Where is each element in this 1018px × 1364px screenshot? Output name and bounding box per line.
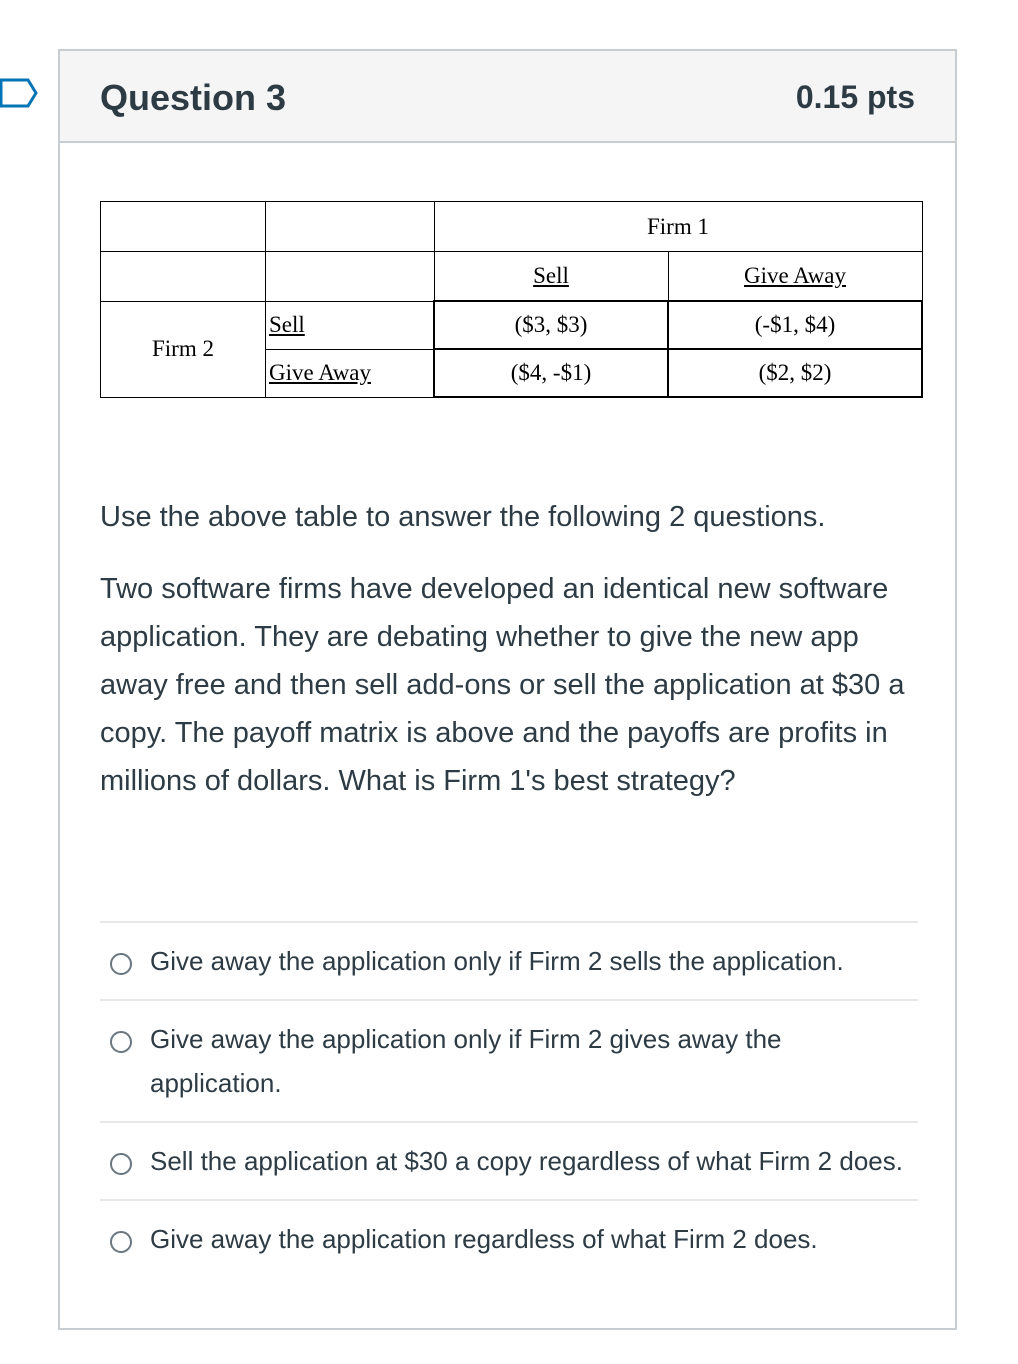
question-text: Two software firms have developed an identical new software application. They are debating whether to give the new app away free and then sell add-ons or sell the application at $30 a copy. The payoff matrix is above and the payoffs are profits in millions of dollars. What is Firm 1's best strategy? xyxy=(100,573,905,797)
payoff-cell: ($2, $2) xyxy=(668,349,922,397)
question-title: Question 3 xyxy=(100,77,287,118)
table-row xyxy=(101,252,923,302)
intro-text: Use the above table to answer the following 2 questions. xyxy=(100,501,826,533)
payoff-cell: (-$1, $4) xyxy=(668,301,922,349)
answer-option[interactable] xyxy=(100,1001,918,1123)
answer-label[interactable]: Sell the application at $30 a copy regardless of what Firm 2 does. xyxy=(150,1146,903,1176)
table-cell-empty xyxy=(266,202,435,252)
answer-label[interactable]: Give away the application only if Firm 2 sells the application. xyxy=(150,946,844,976)
answer-label[interactable]: Give away the application only if Firm 2 gives away the application. xyxy=(150,1024,782,1098)
table-cell-empty xyxy=(101,252,266,302)
column-strategy-sell: Sell xyxy=(533,263,569,288)
row-strategy-sell: Sell xyxy=(269,312,305,337)
row-strategy-cell xyxy=(266,349,435,397)
table-cell-empty xyxy=(101,202,266,252)
column-strategy-give-away: Give Away xyxy=(743,263,846,288)
question-header xyxy=(60,51,955,143)
answer-list xyxy=(100,921,918,1277)
radio-button[interactable] xyxy=(110,1231,132,1253)
column-player-label: Firm 1 xyxy=(434,202,922,252)
row-strategy-give-away: Give Away xyxy=(269,360,372,385)
radio-button[interactable] xyxy=(110,953,132,975)
radio-button[interactable] xyxy=(110,1031,132,1053)
answer-option[interactable] xyxy=(100,923,918,1001)
table-row xyxy=(101,301,923,349)
question-card xyxy=(58,49,957,1330)
question-points: 0.15 pts xyxy=(795,79,915,115)
answer-option[interactable] xyxy=(100,1123,918,1201)
table-row xyxy=(101,202,923,252)
column-strategy-cell xyxy=(668,252,922,302)
column-strategy-cell xyxy=(434,252,668,302)
payoff-cell: ($3, $3) xyxy=(434,301,668,349)
row-player-label: Firm 2 xyxy=(101,301,266,397)
table-cell-empty xyxy=(266,252,435,302)
payoff-cell: ($4, -$1) xyxy=(434,349,668,397)
answer-option[interactable] xyxy=(100,1201,918,1277)
radio-button[interactable] xyxy=(110,1153,132,1175)
row-strategy-cell xyxy=(266,301,435,349)
payoff-matrix-table xyxy=(100,201,923,398)
bookmark-flag-icon[interactable] xyxy=(0,78,38,108)
answer-label[interactable]: Give away the application regardless of what Firm 2 does. xyxy=(150,1224,818,1254)
